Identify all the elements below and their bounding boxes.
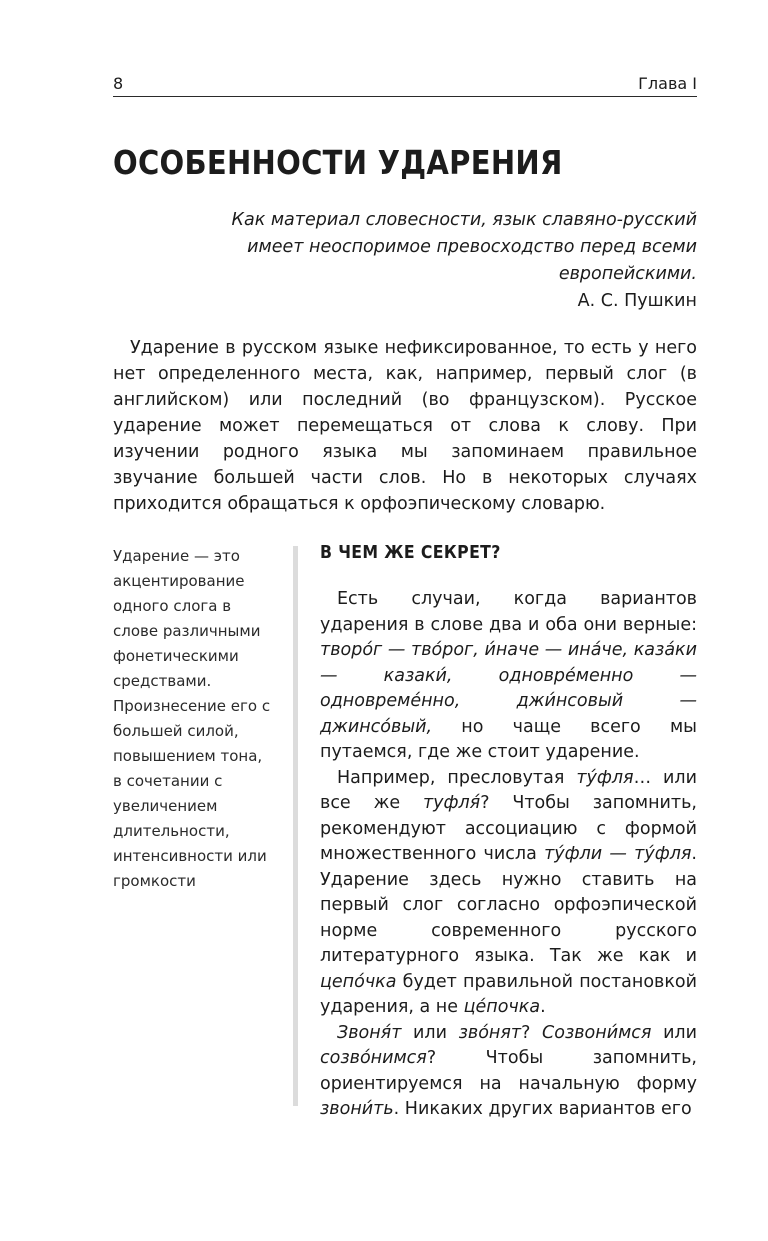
text-run: Есть случаи, когда вариантов ударения в слове два и оба они верные:	[320, 589, 697, 635]
example-word: созво́нимся	[320, 1048, 427, 1068]
epigraph-quote-line: имеет неоспоримое превосходство перед всеми	[247, 237, 697, 257]
intro-paragraph: Ударение в русском языке нефиксированное, то есть у него нет определенного места, как, например, первый слог (в английском) или последний (во французском). Русское ударение может перемещаться от слова к слову. При изучении родного языка мы запоминаем правильное звучание большей части слов. Но в некоторых случаях приходится обращаться к орфоэпическому словарю.	[113, 338, 697, 514]
sidebar-divider	[293, 546, 298, 1106]
text-run: ?	[521, 1022, 543, 1043]
text-run: ? Чтобы запомнить, рекомендуют ассоциацию с формой множественного числа	[320, 793, 697, 864]
example-word: звони́ть	[320, 1099, 394, 1119]
running-head: Глава I	[638, 74, 697, 93]
example-word: ту́фли — ту́фля	[544, 844, 692, 864]
section-body	[320, 587, 697, 1123]
example-word: цепо́чка	[320, 971, 397, 992]
body-paragraph	[320, 766, 697, 1021]
section-title: В ЧЕМ ЖЕ СЕКРЕТ?	[320, 543, 501, 563]
text-run: … или все же	[320, 767, 697, 813]
text-run: но чаще всего мы путаемся, где же стоит ударение.	[320, 716, 697, 762]
epigraph	[177, 207, 697, 315]
body-paragraph	[320, 1021, 697, 1123]
epigraph-quote-line: европейскими.	[558, 264, 697, 284]
example-words: творо́г — тво́рог, и́наче — ина́че, каза́ки — казаки́, одновре́менно — одновреме́нно, джи́нсовый — джинсо́вый,	[320, 640, 697, 737]
sidebar-definition: Ударение — это акцентирование одного слога в слове различными фонетическими средствами. Произнесение его с большей силой, повышением тона, в сочетании с увеличением длительности, интенсивности или громкости	[113, 547, 271, 890]
example-word: Звоня́т	[337, 1022, 402, 1043]
epigraph-quote-line: Как материал словесности, язык славяно-русский	[231, 210, 697, 230]
text-run: . Никаких других вариантов его	[393, 1099, 692, 1119]
text-run: Например, пресловутая	[337, 767, 577, 788]
page-number: 8	[113, 74, 124, 93]
header-rule	[113, 96, 697, 97]
text-run: . Ударение здесь нужно ставить на первый слог согласно орфоэпической норме современного русского литературного языка. Так же как и	[320, 844, 697, 966]
example-word: зво́нят	[458, 1022, 522, 1043]
text-run: .	[540, 997, 546, 1017]
example-word: туфля́	[422, 793, 481, 813]
example-word: ту́фля	[576, 767, 634, 788]
example-word: Созвони́мся	[542, 1022, 652, 1043]
chapter-title: ОСОБЕННОСТИ УДАРЕНИЯ	[113, 143, 563, 182]
body-paragraph	[320, 587, 697, 766]
text-run: или	[651, 1022, 697, 1043]
text-run: будет правильной постановкой ударения, а не	[320, 971, 697, 1017]
text-run: или	[401, 1022, 459, 1043]
example-word: це́почка	[463, 997, 541, 1017]
text-run: ? Чтобы запомнить, ориентируемся на начальную форму	[320, 1048, 697, 1094]
epigraph-author: А. С. Пушкин	[577, 291, 697, 311]
